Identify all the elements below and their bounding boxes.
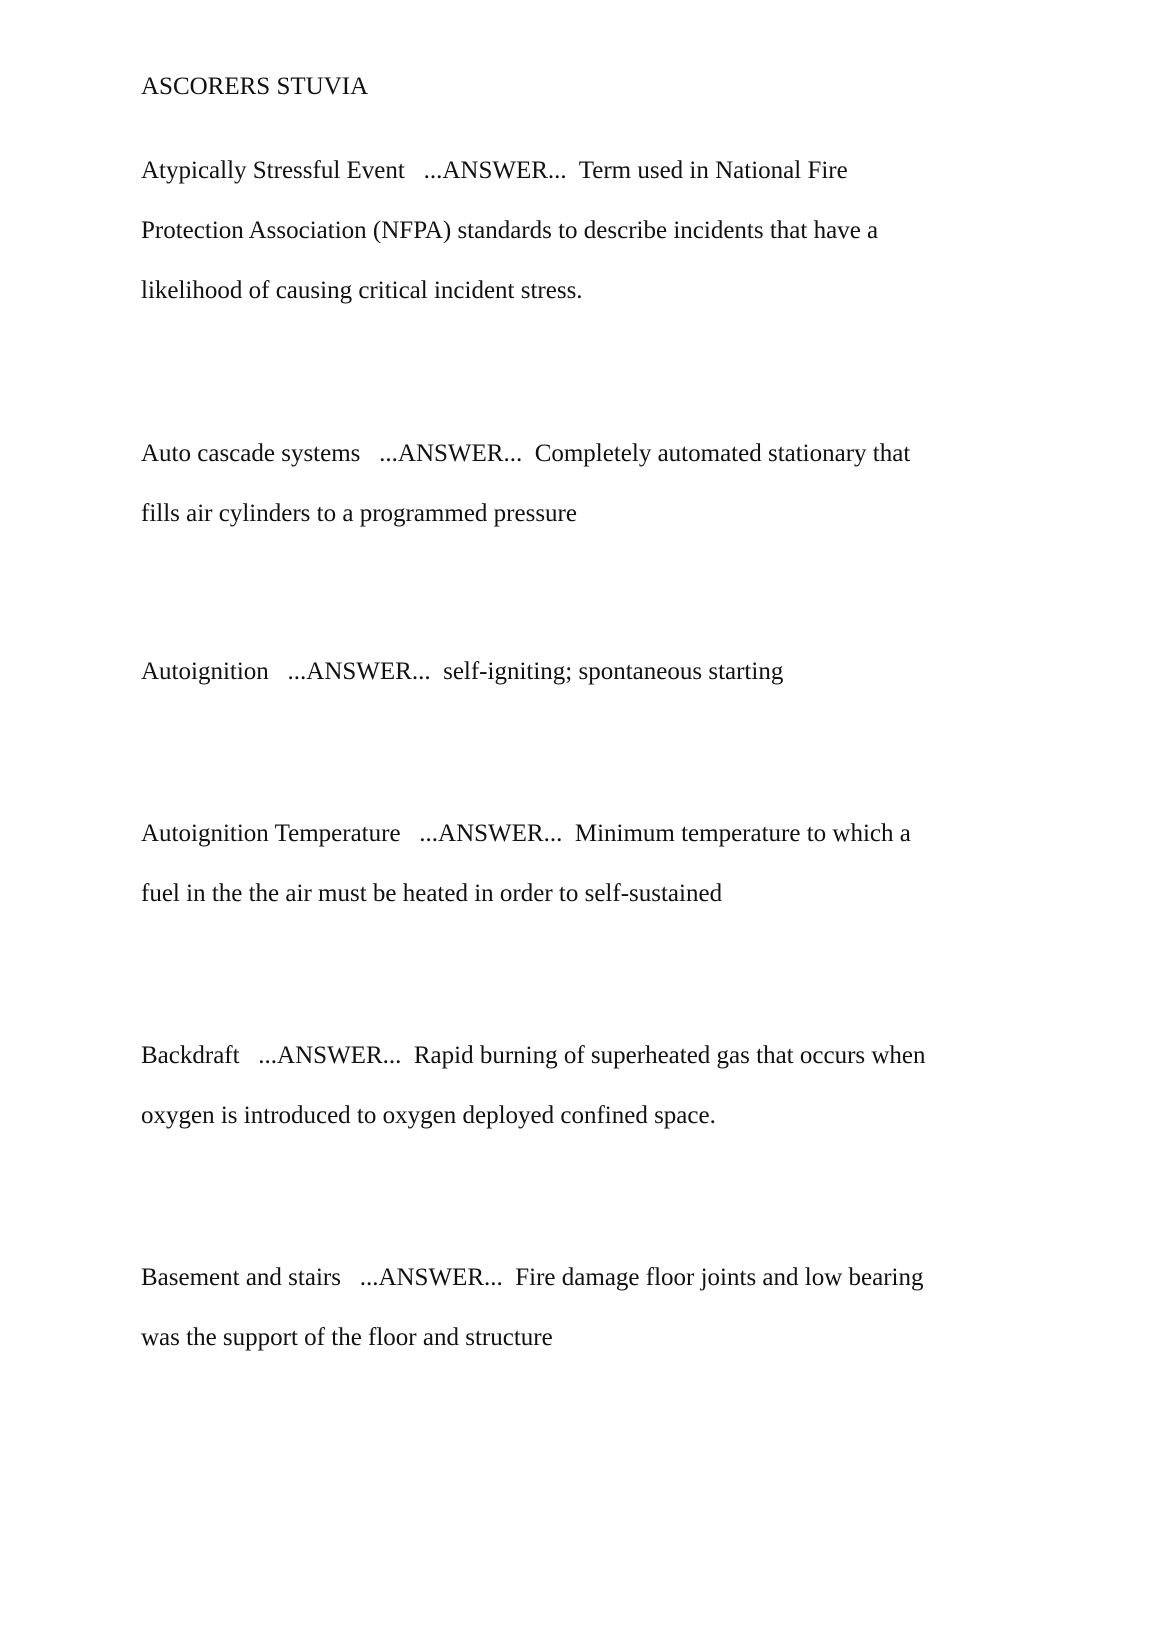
entry-line: was the support of the floor and structure — [141, 1324, 553, 1351]
entry-line: Atypically Stressful Event ...ANSWER... Term used in National Fire — [141, 157, 848, 184]
entry-line: likelihood of causing critical incident stress. — [141, 277, 583, 304]
entry-line: oxygen is introduced to oxygen deployed confined space. — [141, 1102, 716, 1129]
entry-line: Auto cascade systems ...ANSWER... Completely automated stationary that — [141, 440, 911, 467]
flashcard-entry — [141, 1248, 1021, 1368]
page-header: ASCORERS STUVIA — [141, 73, 369, 100]
flashcard-entry — [141, 642, 1021, 702]
entry-line: Basement and stairs ...ANSWER... Fire damage floor joints and low bearing — [141, 1264, 924, 1291]
flashcard-entry — [141, 1026, 1021, 1146]
entry-line: Autoignition ...ANSWER... self-igniting; spontaneous starting — [141, 658, 784, 685]
entry-line: fuel in the the air must be heated in order to self-sustained — [141, 880, 723, 907]
entry-line: Backdraft ...ANSWER... Rapid burning of superheated gas that occurs when — [141, 1042, 926, 1069]
flashcard-entry — [141, 804, 1021, 924]
entry-line: Protection Association (NFPA) standards to describe incidents that have a — [141, 217, 879, 244]
entry-line: fills air cylinders to a programmed pressure — [141, 500, 577, 527]
flashcard-entry — [141, 141, 1021, 321]
flashcard-entry — [141, 424, 1021, 544]
entry-line: Autoignition Temperature ...ANSWER... Minimum temperature to which a — [141, 820, 911, 847]
